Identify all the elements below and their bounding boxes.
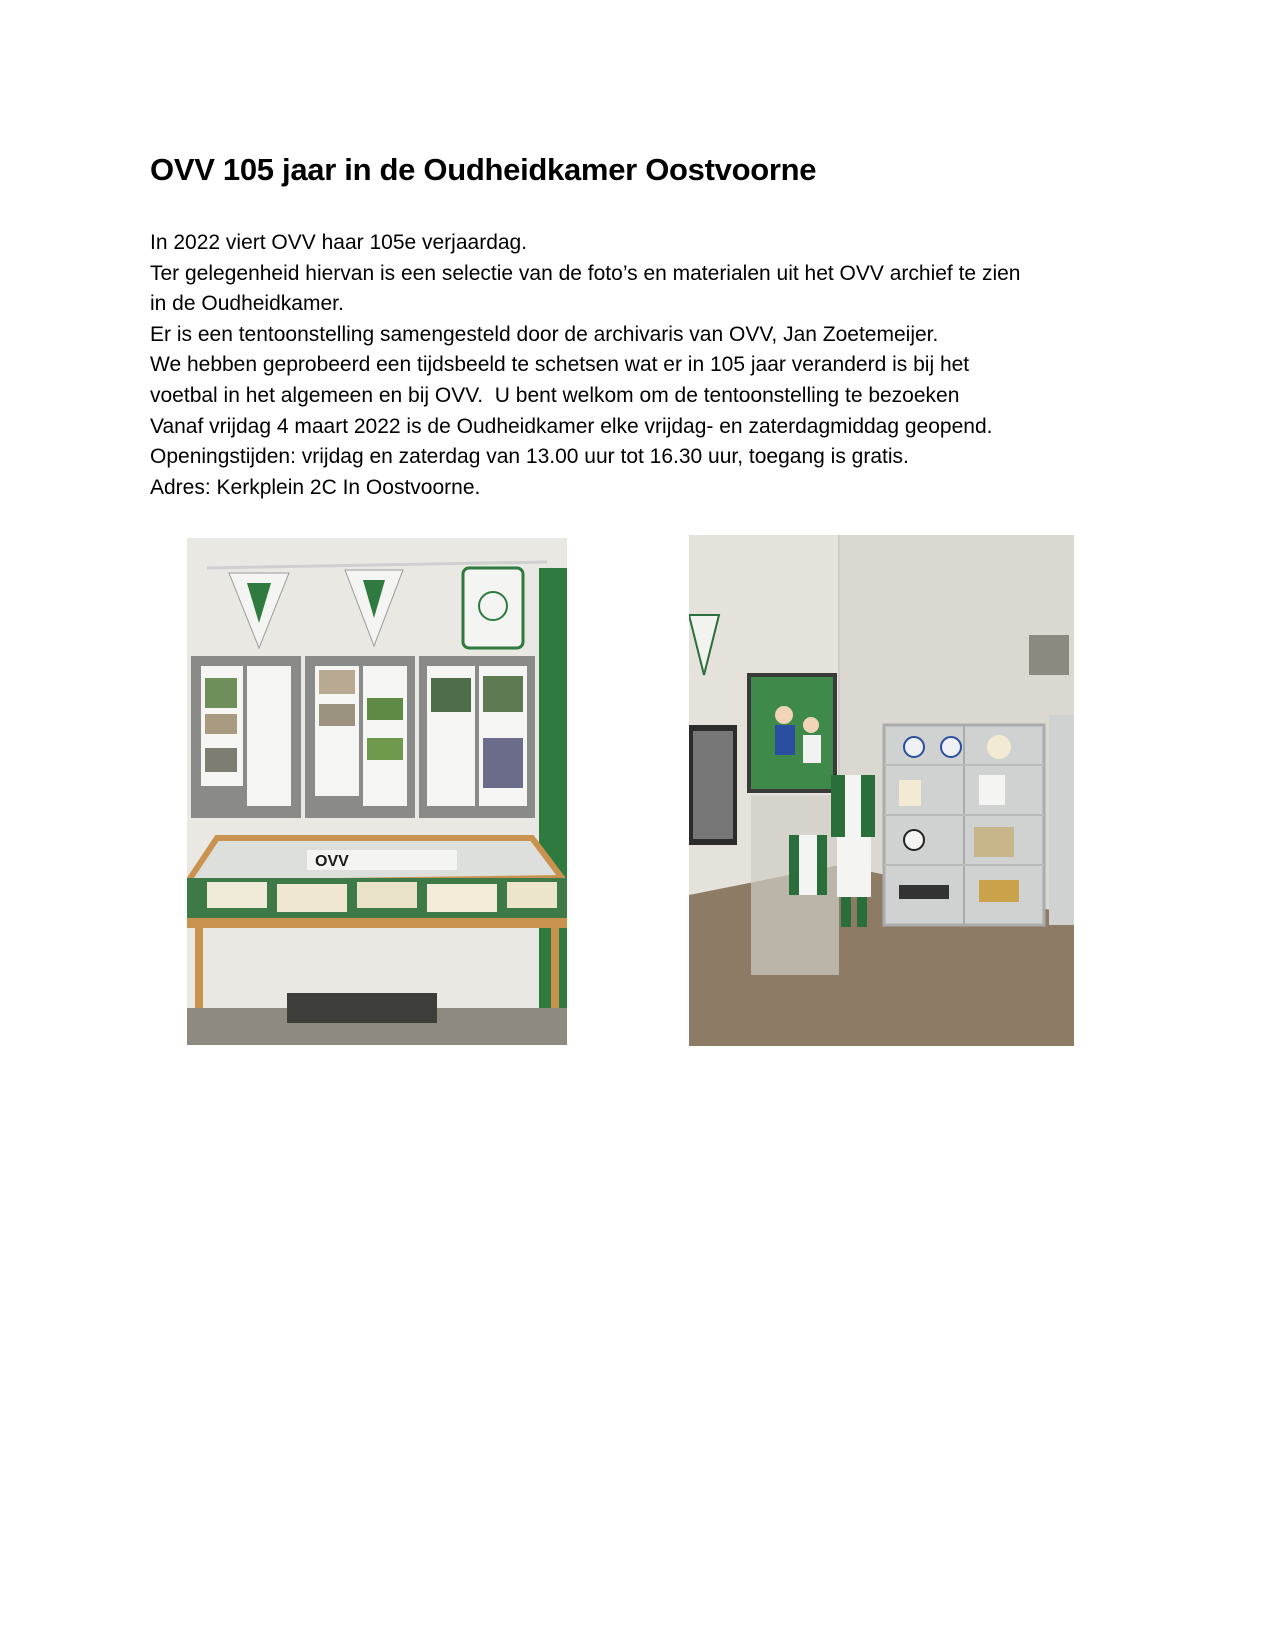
text-line: voetbal in het algemeen en bij OVV. U bent welkom om de tentoonstelling te bezoeken <box>150 383 960 407</box>
exhibition-photo-cabinet <box>689 535 1074 1046</box>
photo-boards-illustration <box>187 538 567 1045</box>
photo-cabinet-illustration <box>689 535 1074 1046</box>
body-text <box>150 228 1150 503</box>
display-case-label: OVV <box>315 853 349 870</box>
exhibition-photo-boards <box>187 538 567 1045</box>
pennant-3 <box>463 568 523 648</box>
text-line: Vanaf vrijdag 4 maart 2022 is de Oudheidkamer elke vrijdag- en zaterdagmiddag geopend. <box>150 414 993 438</box>
page-title: OVV 105 jaar in de Oudheidkamer Oostvoorne <box>150 152 817 187</box>
text-line: We hebben geprobeerd een tijdsbeeld te schetsen wat er in 105 jaar veranderd is bij het <box>150 353 970 377</box>
text-line: In 2022 viert OVV haar 105e verjaardag. <box>150 231 528 254</box>
text-line: Er is een tentoonstelling samengesteld door de archivaris van OVV, Jan Zoetemeijer. <box>150 322 939 346</box>
text-line: Openingstijden: vrijdag en zaterdag van 13.00 uur tot 16.30 uur, toegang is gratis. <box>150 445 909 469</box>
text-line: Adres: Kerkplein 2C In Oostvoorne. <box>150 475 481 499</box>
text-line: in de Oudheidkamer. <box>150 292 344 316</box>
text-line: Ter gelegenheid hiervan is een selectie van de foto’s en materialen uit het OVV archief te zien <box>150 261 1021 285</box>
trophy-cabinet <box>884 725 1044 925</box>
